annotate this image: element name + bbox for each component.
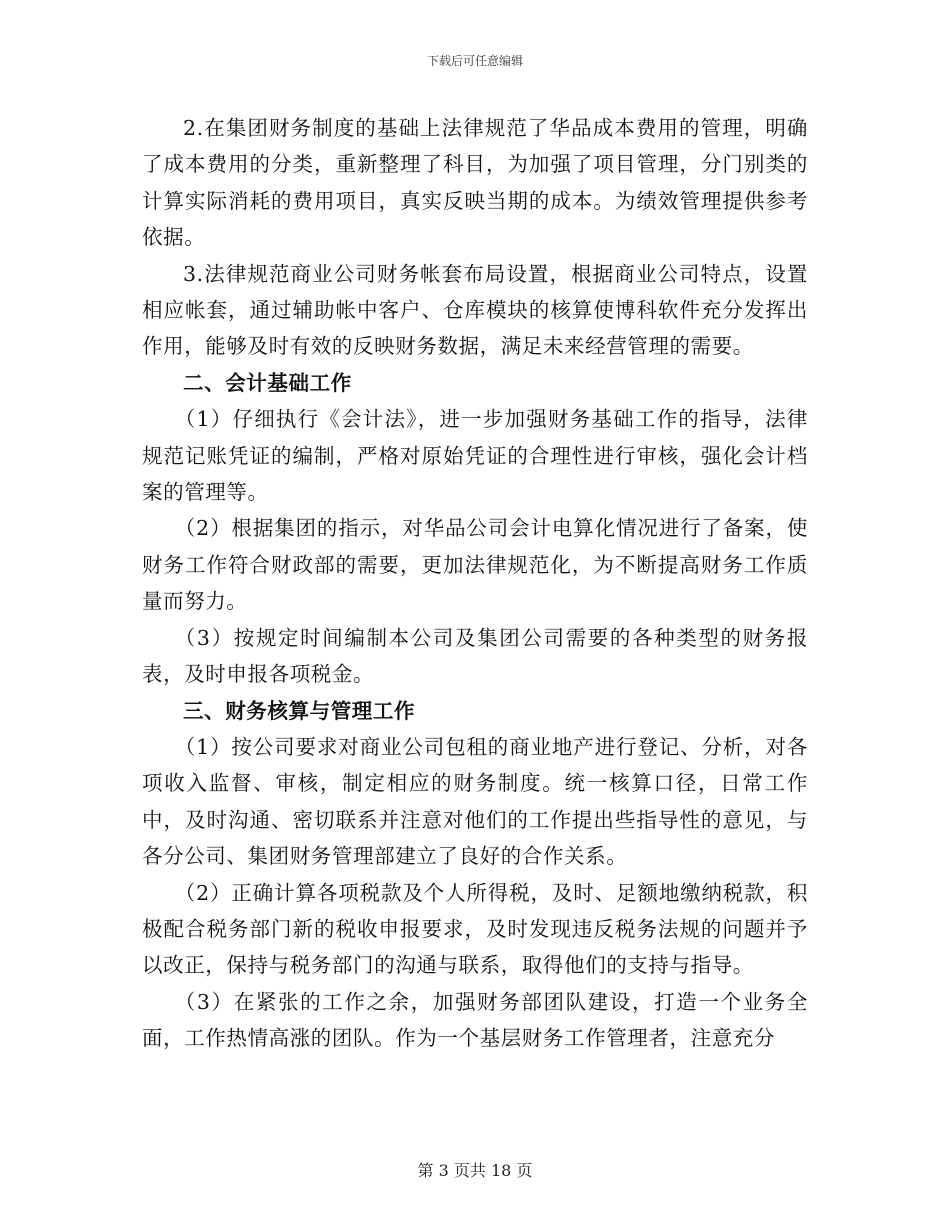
page-header-note: 下载后可任意编辑 xyxy=(426,54,523,68)
page-number: 第 3 页共 18 页 xyxy=(417,1161,533,1180)
paragraph: （2）正确计算各项税款及个人所得税，及时、足额地缴纳税款，积极配合税务部门新的税收申报要求，及时发现违反税务法规的问题并予以改正，保持与税务部门的沟通与联系，取得他们的支持与指导。 xyxy=(142,880,808,978)
section-heading: 三、财务核算与管理工作 xyxy=(183,698,416,723)
paragraph: （1）按公司要求对商业公司包租的商业地产进行登记、分析，对各项收入监督、审核，制定相应的财务制度。统一核算口径，日常工作中，及时沟通、密切联系并注意对他们的工作提出些指导性的意见，与各分公司、集团财务管理部建立了良好的合作关系。 xyxy=(142,734,808,869)
paragraph: （3）在紧张的工作之余，加强财务部团队建设，打造一个业务全面，工作热情高涨的团队。作为一个基层财务工作管理者，注意充分 xyxy=(142,989,808,1051)
paragraph: 2.在集团财务制度的基础上法律规范了华品成本费用的管理，明确了成本费用的分类，重新整理了科目，为加强了项目管理，分门别类的计算实际消耗的费用项目，真实反映当期的成本。为绩效管理提供参考依据。 xyxy=(142,116,808,250)
paragraph: （2）根据集团的指示，对华品公司会计电算化情况进行了备案，使财务工作符合财政部的需要，更加法律规范化，为不断提高财务工作质量而努力。 xyxy=(142,516,808,614)
paragraph: （3）按规定时间编制本公司及集团公司需要的各种类型的财务报表，及时申报各项税金。 xyxy=(142,625,808,687)
document-body xyxy=(142,110,808,1057)
section-heading: 二、会计基础工作 xyxy=(183,370,352,395)
paragraph: 3.法律规范商业公司财务帐套布局设置，根据商业公司特点，设置相应帐套，通过辅助帐中客户、仓库模块的核算使博科软件充分发挥出作用，能够及时有效的反映财务数据，满足未来经营管理的需要。 xyxy=(142,261,808,359)
paragraph: （1）仔细执行《会计法》，进一步加强财务基础工作的指导，法律规范记账凭证的编制，严格对原始凭证的合理性进行审核，强化会计档案的管理等。 xyxy=(142,407,808,505)
